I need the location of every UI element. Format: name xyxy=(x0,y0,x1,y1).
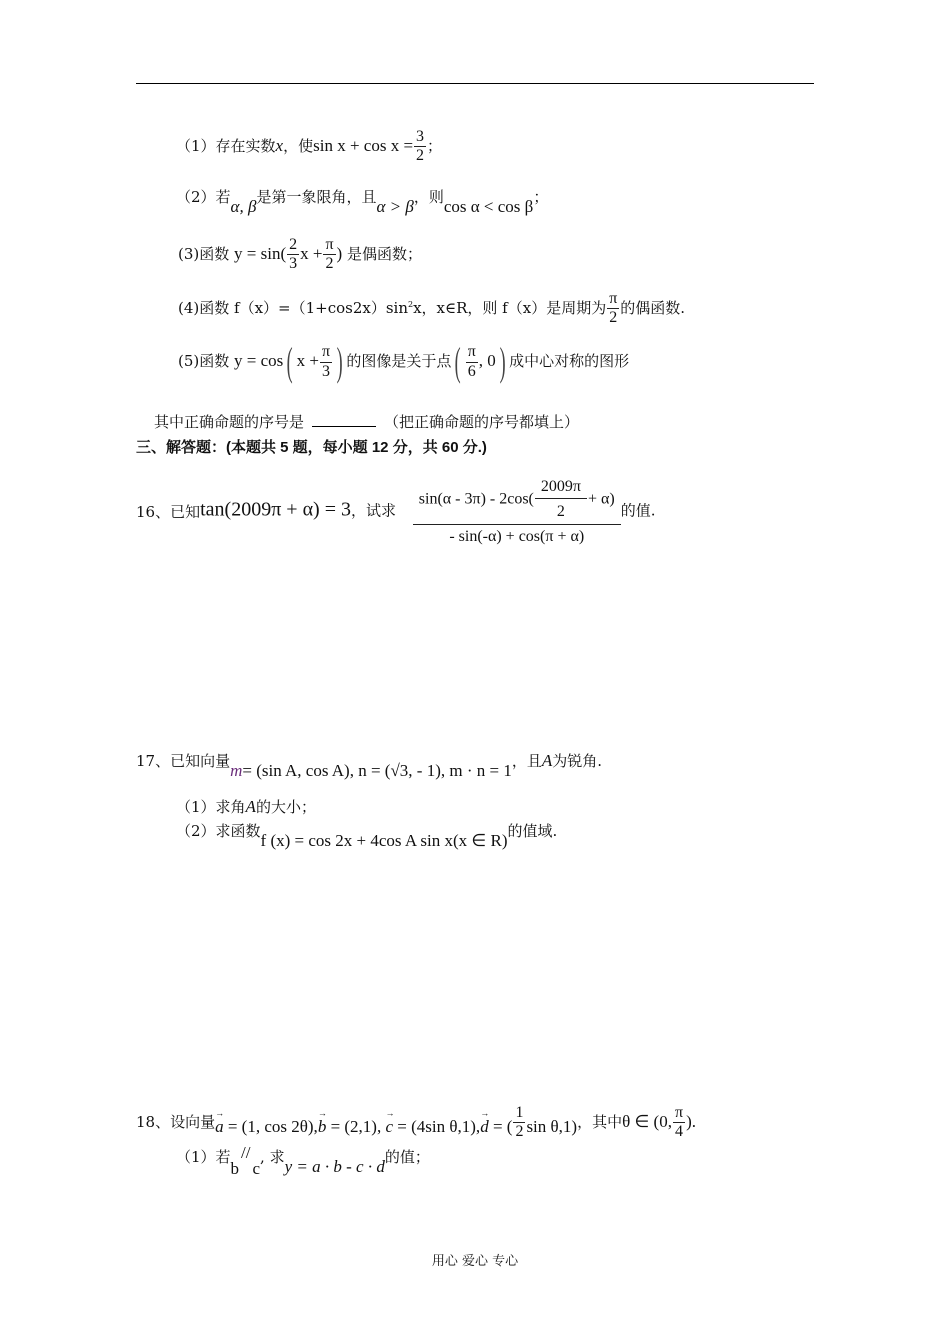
answer-blank[interactable] xyxy=(312,414,376,427)
q16-denominator: - sin(-α) + cos(π + α) xyxy=(449,527,585,545)
q18-frac-half: $\frac{1}{2}$ xyxy=(515,1104,524,1141)
q17-sub-2: （2）求函数f (x) = cos 2x + 4cos A sin x(x ∈ R)的值域. xyxy=(176,822,558,850)
p5-point-end: , 0 xyxy=(478,351,496,370)
proposition-4 xyxy=(178,290,685,328)
p5-end: 成中心对称的图形 xyxy=(509,352,630,370)
p5-fraction: $\frac{\pi}{3}$ xyxy=(321,343,331,380)
proposition-2 xyxy=(176,188,549,216)
q18-frac-pi4: $\frac{\pi}{4}$ xyxy=(674,1104,684,1141)
q18-cond-b: ). xyxy=(686,1111,696,1131)
q17-tail-var: A xyxy=(541,751,553,770)
q17-label: 17、已知向量 xyxy=(136,752,231,770)
q16-end: 的值. xyxy=(620,501,656,520)
q17-tail-end: 为锐角. xyxy=(552,752,603,770)
p5-point-open: ( xyxy=(455,339,462,384)
p5-expr-a: y = cos xyxy=(234,351,284,370)
p1-fraction: $\frac{3}{2}$ xyxy=(416,128,425,165)
p3-label: (3)函数 xyxy=(178,244,230,263)
q17-sub-1: （1）求角A的大小； xyxy=(176,797,316,816)
question-17 xyxy=(136,751,603,780)
section-title: 三、解答题：(本题共 5 题，每小题 12 分，共 60 分.) xyxy=(136,439,487,456)
p1-expr: sin x + cos x = xyxy=(313,135,414,155)
p2-mid2: ，则 xyxy=(413,188,444,206)
p2-mid: 是第一象限角，且 xyxy=(256,188,377,206)
proposition-3 xyxy=(178,236,422,274)
header-rule xyxy=(136,83,814,84)
q18-mid: ，其中 xyxy=(577,1112,623,1131)
p3-expr-b: x + xyxy=(300,243,323,263)
p5-paren-close: ) xyxy=(336,339,343,384)
q18-ed-b: sin θ,1) xyxy=(526,1116,578,1136)
p3-fraction-2: $\frac{\pi}{2}$ xyxy=(325,236,334,273)
q18-vectors: → a = (1, cos 2θ),→ b = (2,1), → c = (4sin θ,1),→ d = ( xyxy=(215,1117,512,1136)
p5-point-fraction: $\frac{\pi}{6}$ xyxy=(467,343,476,380)
p1-end: ； xyxy=(427,136,443,155)
p2-cond: α > β xyxy=(376,197,414,216)
q16-given: tan(2009π + α) = 3 xyxy=(200,498,351,521)
question-16 xyxy=(136,478,655,545)
fill-text: 其中正确命题的序号是 xyxy=(154,413,305,431)
p4-text-b: x，x∈R，则 f（x）是周期为 xyxy=(413,298,607,317)
q17-tail: ，且 xyxy=(511,752,542,770)
proposition-1 xyxy=(176,128,442,166)
q18-sub-1: （1）若b//c, 求y = a · b - c · d的值； xyxy=(176,1143,430,1178)
page-footer: 用心 爱心 专心 xyxy=(431,1254,519,1269)
q16-ask: ，试求 xyxy=(350,501,396,520)
p3-expr-c: ) xyxy=(336,243,343,263)
p2-expr: cos α < cos β xyxy=(443,197,534,216)
p1-var: x xyxy=(275,135,284,155)
proposition-5 xyxy=(178,339,630,384)
p4-end: 的偶函数. xyxy=(620,298,686,317)
p4-text-a: (4)函数 f（x）=（1+cos2x）sin xyxy=(178,298,408,317)
q17-vec-m: m xyxy=(230,761,243,780)
p1-mid: ，使 xyxy=(283,136,314,155)
p5-label: (5)函数 xyxy=(178,352,230,370)
q16-numerator: sin(α - 3π) - 2cos( $\frac{2009\pi}{2}$ + α) xyxy=(413,478,621,525)
q18-cond-a: θ ∈ (0, xyxy=(622,1111,672,1131)
fill-in-prompt xyxy=(154,414,579,430)
q18-label: 18、设向量 xyxy=(136,1112,216,1131)
p4-sup: 2 xyxy=(408,299,414,309)
p5-expr-b: x + xyxy=(296,351,319,370)
p2-label: （2）若 xyxy=(176,188,231,206)
p3-end: 是偶函数； xyxy=(347,244,423,263)
p1-label: （1）存在实数 xyxy=(176,136,276,155)
fill-hint: （把正确命题的序号都填上） xyxy=(384,413,580,431)
q16-fraction xyxy=(413,478,621,545)
question-18 xyxy=(136,1104,696,1142)
q17-given: = (sin A, cos A), n = (√3, - 1), m · n = 1 xyxy=(242,761,512,780)
p2-vars: α, β xyxy=(230,197,257,216)
q16-label: 16、已知 xyxy=(136,503,201,522)
p5-point-close: ) xyxy=(499,339,506,384)
p5-paren-open: ( xyxy=(286,339,293,384)
p3-fraction-1: $\frac{2}{3}$ xyxy=(289,236,298,273)
p2-end: ； xyxy=(533,188,549,206)
p3-expr-a: y = sin( xyxy=(234,243,287,263)
p4-fraction: $\frac{\pi}{2}$ xyxy=(609,290,618,327)
p5-mid: 的图像是关于点 xyxy=(346,352,452,370)
